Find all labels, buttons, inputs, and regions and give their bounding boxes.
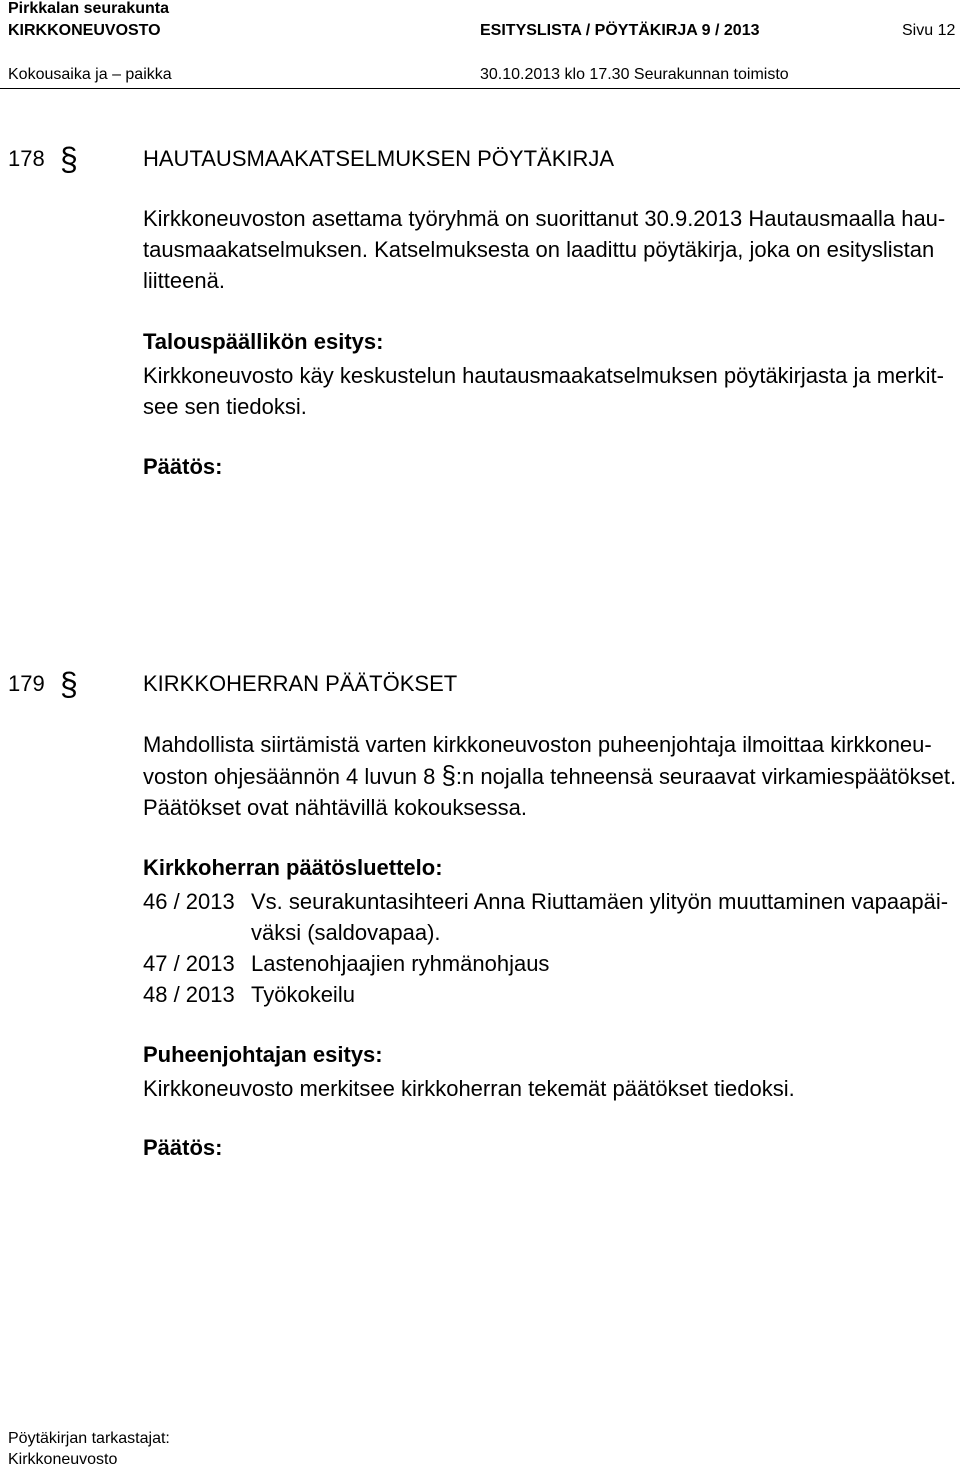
proposal-label: Talouspäällikön esitys: bbox=[143, 329, 384, 354]
decision-text: väksi (saldovapaa). bbox=[251, 920, 441, 945]
section-sign: § bbox=[60, 666, 78, 702]
proposal-text bbox=[143, 1073, 953, 1104]
decision-id: 47 / 2013 bbox=[143, 951, 235, 976]
decision-id: 48 / 2013 bbox=[143, 982, 235, 1007]
body-name: KIRKKONEUVOSTO bbox=[8, 22, 161, 39]
decision-label: Päätös: bbox=[143, 1135, 223, 1160]
time-place-label: Kokousaika ja – paikka bbox=[8, 66, 172, 83]
decision-label: Päätös: bbox=[143, 454, 223, 479]
text-line: Päätökset ovat nähtävillä kokouksessa. bbox=[143, 795, 528, 820]
page-number: Sivu 12 bbox=[902, 22, 956, 39]
text-line: Kirkkoneuvosto käy keskustelun hautausmaakatselmuksen pöytäkirjasta ja merkit- bbox=[143, 363, 944, 388]
header-rule bbox=[0, 88, 960, 89]
text-line: voston ohjesäännön 4 luvun 8 §:n nojalla tehneensä seuraavat virkamiespäätökset. bbox=[143, 760, 957, 790]
section-number: 179 bbox=[8, 671, 45, 696]
section-title: KIRKKOHERRAN PÄÄTÖKSET bbox=[143, 671, 458, 696]
time-place-value: 30.10.2013 klo 17.30 Seurakunnan toimisto bbox=[480, 66, 789, 83]
text-line: tausmaakatselmuksen. Katselmuksesta on laadittu pöytäkirja, joka on esityslistan bbox=[143, 237, 935, 262]
decision-text: Työkokeilu bbox=[251, 982, 355, 1007]
section-title: HAUTAUSMAAKATSELMUKSEN PÖYTÄKIRJA bbox=[143, 146, 615, 171]
text-line: see sen tiedoksi. bbox=[143, 394, 307, 419]
decision-text: Vs. seurakuntasihteeri Anna Riuttamäen ylityön muuttaminen vapaapäi- bbox=[251, 889, 949, 914]
reviewers-label: Pöytäkirjan tarkastajat: bbox=[8, 1430, 170, 1447]
proposal-label: Puheenjohtajan esitys: bbox=[143, 1042, 383, 1067]
proposal-text bbox=[143, 360, 953, 422]
section-sign: § bbox=[60, 141, 78, 177]
decision-id: 46 / 2013 bbox=[143, 889, 235, 914]
text-line: Kirkkoneuvoston asettama työryhmä on suorittanut 30.9.2013 Hautausmaalla hau- bbox=[143, 206, 946, 231]
footer-body-name: Kirkkoneuvosto bbox=[8, 1451, 118, 1468]
section-number: 178 bbox=[8, 146, 45, 171]
section-intro bbox=[143, 203, 953, 296]
org-name: Pirkkalan seurakunta bbox=[8, 0, 169, 17]
decision-list-label: Kirkkoherran päätösluettelo: bbox=[143, 855, 443, 880]
text-line: Kirkkoneuvosto merkitsee kirkkoherran tekemät päätökset tiedoksi. bbox=[143, 1076, 795, 1101]
text-line: liitteenä. bbox=[143, 268, 225, 293]
section-intro bbox=[143, 729, 957, 823]
decision-text: Lastenohjaajien ryhmänohjaus bbox=[251, 951, 550, 976]
document-title: ESITYSLISTA / PÖYTÄKIRJA 9 / 2013 bbox=[480, 22, 760, 39]
text-line: Mahdollista siirtämistä varten kirkkoneuvoston puheenjohtaja ilmoittaa kirkkoneu- bbox=[143, 732, 932, 757]
section-sign: § bbox=[441, 760, 456, 790]
